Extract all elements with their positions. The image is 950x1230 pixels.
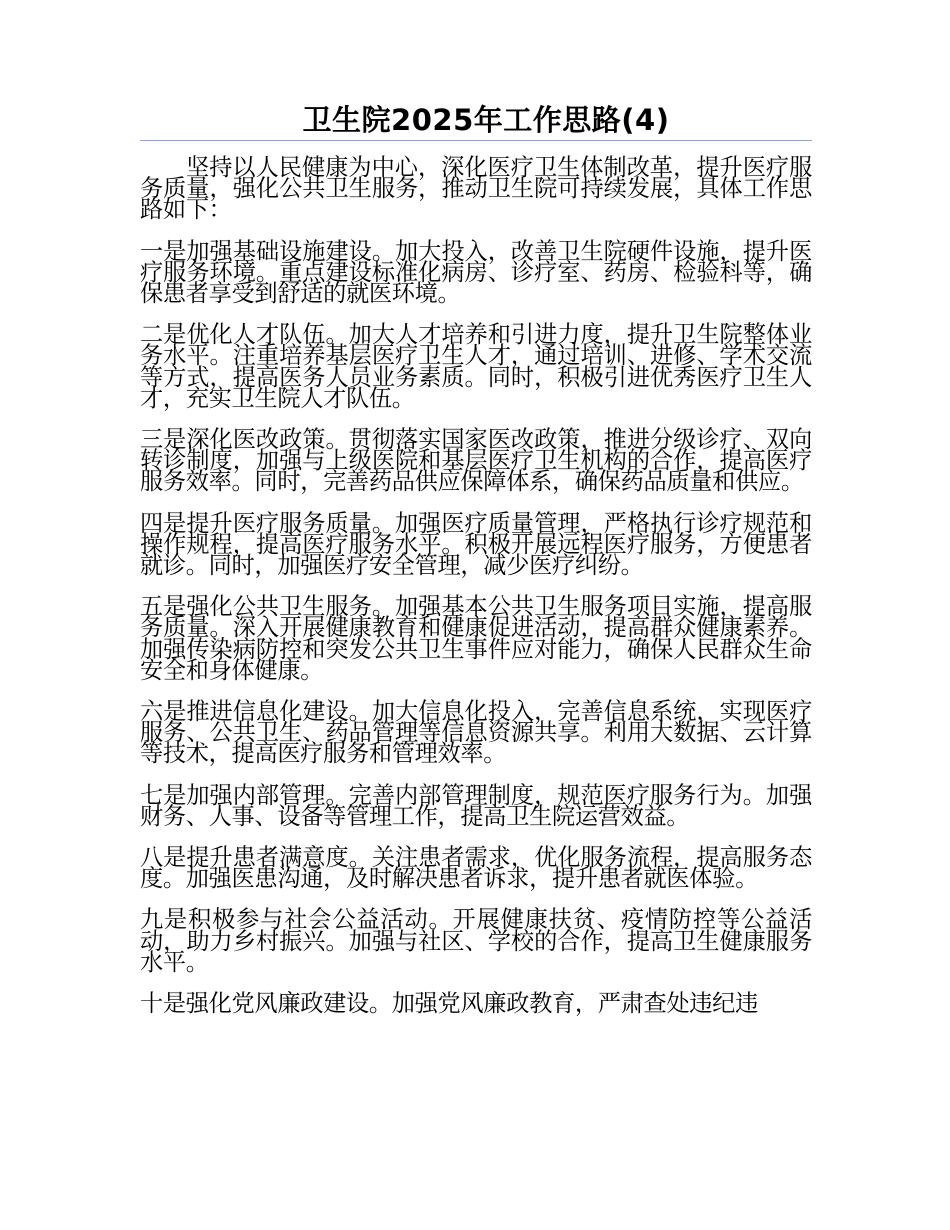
- document-page: [140, 100, 812, 1034]
- paragraph-intro: 坚持以人民健康为中心，深化医疗卫生体制改革，提升医疗服务质量，强化公共卫生服务，推动卫生院可持续发展，具体工作思路如下：: [140, 154, 812, 224]
- paragraph-item-6: 六是推进信息化建设。加大信息化投入，完善信息系统，实现医疗服务、公共卫生、药品管理等信息资源共享。利用大数据、云计算等技术，提高医疗服务和管理效率。: [140, 698, 812, 768]
- paragraph-item-1: 一是加强基础设施建设。加大投入，改善卫生院硬件设施，提升医疗服务环境。重点建设标准化病房、诊疗室、药房、检验科等，确保患者享受到舒适的就医环境。: [140, 237, 812, 308]
- paragraph-item-2: 二是优化人才队伍。加大人才培养和引进力度，提升卫生院整体业务水平。注重培养基层医疗卫生人才，通过培训、进修、学术交流等方式，提高医务人员业务素质。同时，积极引进优秀医疗卫生人才，充实卫生院人才队伍。: [140, 321, 812, 412]
- paragraph-item-8: 八是提升患者满意度。关注患者需求，优化服务流程，提高服务态度。加强医患沟通，及时解决患者诉求，提升患者就医体验。: [140, 844, 812, 893]
- paragraph-item-3: 三是深化医改政策。贯彻落实国家医改政策，推进分级诊疗、双向转诊制度，加强与上级医院和基层医疗卫生机构的合作，提高医疗服务效率。同时，完善药品供应保障体系，确保药品质量和供应。: [140, 426, 812, 496]
- paragraph-item-10: 十是强化党风廉政建设。加强党风廉政教育，严肃查处违纪违: [140, 990, 758, 1018]
- document-body: [140, 154, 812, 1018]
- paragraph-item-7: 七是加强内部管理。完善内部管理制度，规范医疗服务行为。加强财务、人事、设备等管理工作，提高卫生院运营效益。: [140, 781, 812, 830]
- paragraph-item-9: 九是积极参与社会公益活动。开展健康扶贫、疫情防控等公益活动，助力乡村振兴。加强与社区、学校的合作，提高卫生健康服务水平。: [140, 906, 812, 976]
- document-title: 卫生院2025年工作思路(4): [140, 100, 812, 141]
- paragraph-item-4: 四是提升医疗服务质量。加强医疗质量管理，严格执行诊疗规范和操作规程，提高医疗服务水平。积极开展远程医疗服务，方便患者就诊。同时，加强医疗安全管理，减少医疗纠纷。: [140, 509, 812, 580]
- paragraph-item-5: 五是强化公共卫生服务。加强基本公共卫生服务项目实施，提高服务质量。深入开展健康教育和健康促进活动，提高群众健康素养。加强传染病防控和突发公共卫生事件应对能力，确保人民群众生命安全和身体健康。: [140, 593, 812, 684]
